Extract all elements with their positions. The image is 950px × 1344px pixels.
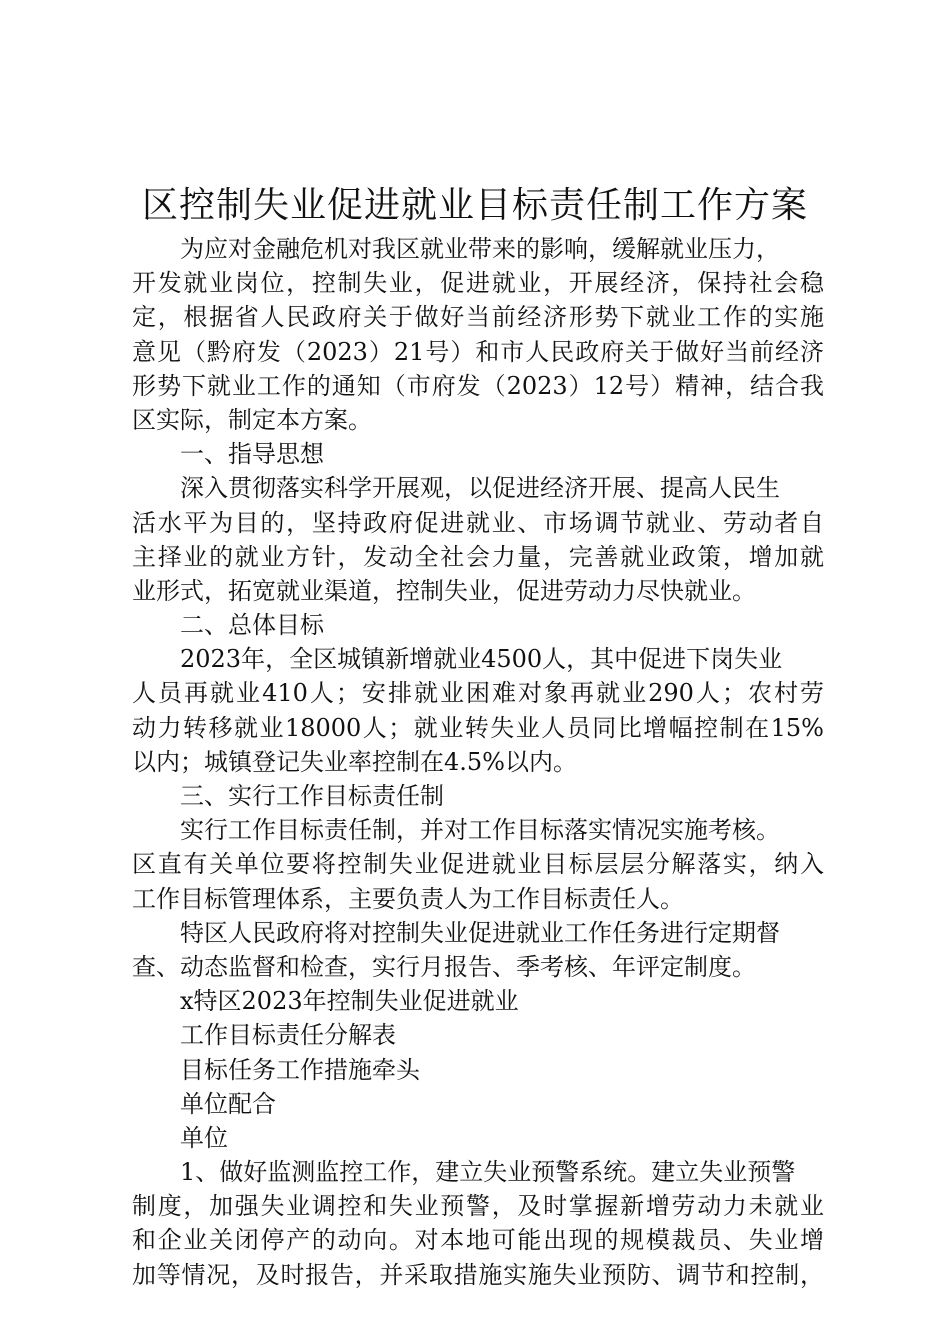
text-line: 动力转移就业18000人；就业转失业人员同比增幅控制在15% [132, 713, 824, 742]
text-line: 业形式，拓宽就业渠道，控制失业，促进劳动力尽快就业。 [132, 576, 756, 605]
text-line: 加等情况，及时报告，并采取措施实施失业预防、调节和控制， [132, 1260, 824, 1289]
text-line: 活水平为目的，坚持政府促进就业、市场调节就业、劳动者自 [132, 508, 824, 537]
table-header-text: 单位配合 [180, 1089, 276, 1118]
table-caption: 工作目标责任分解表 [180, 1021, 396, 1050]
text-line: 制度，加强失业调控和失业预警，及时掌握新增劳动力未就业 [132, 1192, 824, 1221]
section-heading: 一、指导思想 [180, 440, 324, 469]
table-caption: x特区2023年控制失业促进就业 [180, 987, 519, 1016]
document-body [132, 232, 824, 1292]
text-line: 查、动态监督和检查，实行月报告、季考核、年评定制度。 [132, 952, 756, 981]
text-line: 为应对金融危机对我区就业带来的影响，缓解就业压力， [180, 235, 780, 263]
text-line: 开发就业岗位，控制失业，促进就业，开展经济，保持社会稳 [132, 269, 824, 298]
section-heading: 二、总体目标 [180, 611, 324, 640]
document-title: 区控制失业促进就业目标责任制工作方案 [141, 185, 808, 226]
text-line: 定，根据省人民政府关于做好当前经济形势下就业工作的实施 [132, 303, 824, 332]
text-line: 2023年，全区城镇新增就业4500人，其中促进下岗失业 [180, 645, 783, 674]
text-line: 人员再就业410人；安排就业困难对象再就业290人；农村劳 [132, 679, 824, 708]
table-header-text: 单位 [180, 1123, 228, 1152]
text-line: 区实际，制定本方案。 [132, 405, 372, 434]
text-line: 以内；城镇登记失业率控制在4.5%以内。 [132, 747, 577, 776]
text-line: 1、做好监测监控工作，建立失业预警系统。建立失业预警 [180, 1158, 796, 1187]
text-line: 工作目标管理体系，主要负责人为工作目标责任人。 [132, 884, 684, 913]
text-line: 主择业的就业方针，发动全社会力量，完善就业政策，增加就 [132, 542, 824, 571]
table-header-text: 目标任务工作措施牵头 [180, 1055, 420, 1084]
text-line: 区直有关单位要将控制失业促进就业目标层层分解落实，纳入 [132, 850, 824, 879]
text-line: 实行工作目标责任制，并对工作目标落实情况实施考核。 [180, 816, 780, 845]
text-line: 意见（黔府发（2023）21号）和市人民政府关于做好当前经济 [132, 337, 824, 366]
text-line: 特区人民政府将对控制失业促进就业工作任务进行定期督 [180, 918, 780, 947]
text-line: 和企业关闭停产的动向。对本地可能出现的规模裁员、失业增 [132, 1226, 824, 1255]
section-heading: 三、实行工作目标责任制 [180, 782, 444, 810]
text-line: 形势下就业工作的通知（市府发（2023）12号）精神，结合我 [132, 371, 824, 400]
text-line: 深入贯彻落实科学开展观，以促进经济开展、提高人民生 [180, 474, 780, 503]
